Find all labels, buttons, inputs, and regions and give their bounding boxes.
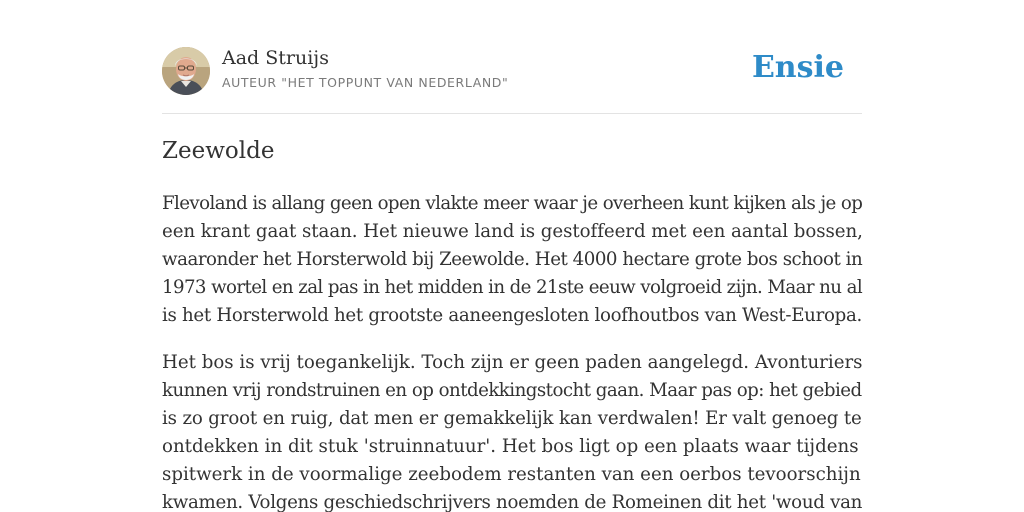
ensie-logo[interactable]: Ensie [751, 50, 844, 85]
header-divider [162, 113, 862, 114]
paragraph-line: waaronder het Horsterwold bij Zeewolde. Het 4000 hectare grote bos schoot in [162, 249, 863, 270]
paragraph-line: kunnen vrij rondstruinen en op ontdekkingstocht gaan. Maar pas op: het gebied [162, 380, 862, 401]
article-header [162, 46, 862, 96]
paragraph-line: 1973 wortel en zal pas in het midden in de 21ste eeuw volgroeid zijn. Maar nu al [162, 277, 863, 298]
author-name[interactable]: Aad Struijs [222, 47, 329, 69]
paragraph-line: is zo groot en ruig, dat men er gemakkelijk kan verdwalen! Er valt genoeg te [162, 408, 862, 429]
paragraph [162, 349, 862, 512]
article-body [162, 190, 862, 512]
author-photo [162, 47, 210, 95]
paragraph-line: een krant gaat staan. Het nieuwe land is gestoffeerd met een aantal bossen, [162, 221, 863, 242]
paragraph-line: ontdekken in dit stuk 'struinnatuur'. Het bos ligt op een plaats waar tijdens [162, 436, 859, 457]
paragraph [162, 190, 862, 330]
article-title: Zeewolde [162, 138, 275, 164]
author-avatar[interactable] [162, 47, 210, 95]
paragraph-line: spitwerk in de voormalige zeebodem restanten van een oerbos tevoorschijn [162, 464, 861, 485]
paragraph-line: Het bos is vrij toegankelijk. Toch zijn er geen paden aangelegd. Avonturiers [162, 352, 863, 373]
paragraph-line: is het Horsterwold het grootste aaneengesloten loofhoutbos van West-Europa. [162, 305, 862, 326]
paragraph-line: Flevoland is allang geen open vlakte meer waar je overheen kunt kijken als je op [162, 193, 863, 214]
author-subtitle: AUTEUR "HET TOPPUNT VAN NEDERLAND" [222, 75, 509, 90]
paragraph-line: kwamen. Volgens geschiedschrijvers noemden de Romeinen dit het 'woud van [162, 492, 863, 512]
